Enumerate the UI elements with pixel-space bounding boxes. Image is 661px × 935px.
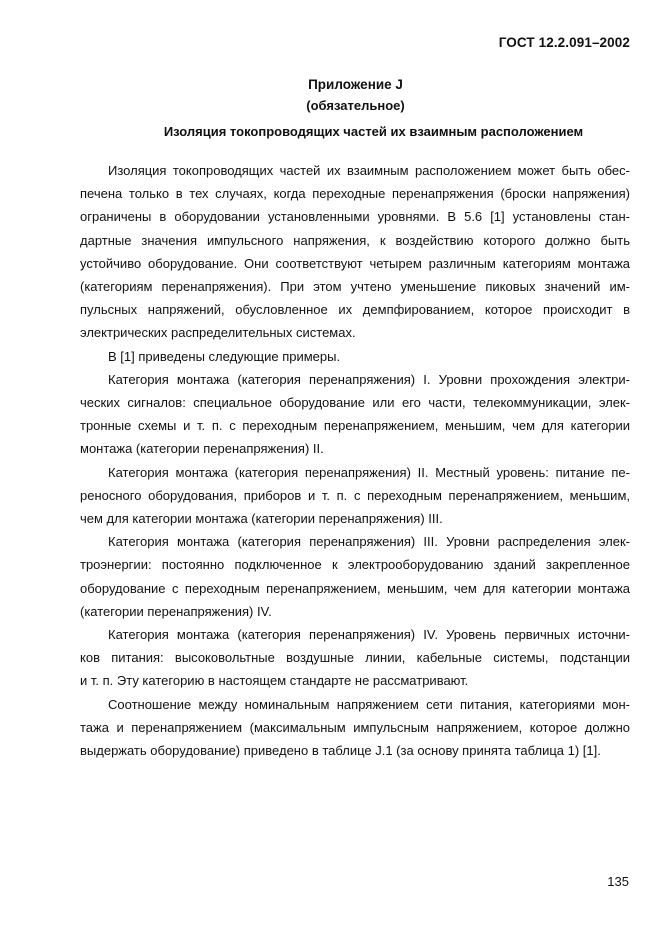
text-line: чем для категории монтажа (категории перенапряжения) III. <box>80 511 443 527</box>
text-line: тронные схемы и т. п. с переходным перенапряжением, меньшим, чем для категории <box>80 418 630 434</box>
text-line: (категориям перенапряжения). При этом учтено уменьшение пиковых значений им- <box>80 279 630 295</box>
text-line: Категория монтажа (категория перенапряжения) I. Уровни прохождения электри- <box>108 371 630 387</box>
text-line: (категории перенапряжения) IV. <box>80 603 272 619</box>
paragraph-examples-intro <box>80 345 630 368</box>
text-line: оборудование с переходным перенапряжением, меньшим, чем для категории монтажа <box>80 580 630 596</box>
appendix-title: Приложение J <box>308 77 403 92</box>
text-line: и т. п. Эту категорию в настоящем стандарте не рассматривают. <box>80 673 469 689</box>
paragraph-category-4 <box>80 623 630 693</box>
text-line: Категория монтажа (категория перенапряжения) III. Уровни распределения элек- <box>108 534 630 550</box>
text-line: реносного оборудования, приборов и т. п. с переходным перенапряжением, меньшим, <box>80 487 630 503</box>
text-line: электрических распределительных системах. <box>80 325 356 341</box>
text-line: тажа и перенапряжением (максимальным импульсным напряжением, которое должно <box>80 719 630 735</box>
paragraph-intro <box>80 159 630 345</box>
text-line: дартные значения импульсного напряжения, к воздействию которого должно быть <box>80 232 630 248</box>
text-line: ческих сигналов: специальное оборудование или его части, телекоммуникации, элек- <box>80 395 630 411</box>
text-line: Категория монтажа (категория перенапряжения) IV. Уровень первичных источни- <box>108 627 630 643</box>
text-line: Изоляция токопроводящих частей их взаимным расположением может быть обес- <box>108 163 630 178</box>
section-title: Изоляция токопроводящих частей их взаимным расположением <box>163 124 584 139</box>
text-line: выдержать оборудование) приведено в таблице J.1 (за основу принята таблица 1) [1]. <box>80 743 601 759</box>
standard-designation: ГОСТ 12.2.091–2002 <box>498 35 630 50</box>
text-line: ограничены в оборудовании установленными уровнями. В 5.6 [1] установлены стан- <box>80 209 630 225</box>
text-line: троэнергии: постоянно подключенное к электрооборудованию зданий закрепленное <box>80 557 630 573</box>
body-text <box>80 159 630 762</box>
text-line: печена только в тех случаях, когда переходные перенапряжения (броски напряжения) <box>80 186 630 202</box>
appendix-status: (обязательное) <box>306 98 405 113</box>
paragraph-category-3 <box>80 530 630 623</box>
page-number: 135 <box>607 874 629 889</box>
paragraph-category-1 <box>80 368 630 461</box>
paragraph-category-2 <box>80 461 630 531</box>
paragraph-table-reference <box>80 693 630 763</box>
text-line: В [1] приведены следующие примеры. <box>108 348 341 364</box>
text-line: монтажа (категории перенапряжения) II. <box>80 441 324 457</box>
text-line: ков питания: высоковольтные воздушные линии, кабельные системы, подстанции <box>80 650 630 666</box>
text-line: пульсных напряжений, обусловленное их демпфированием, которое происходит в <box>80 302 630 318</box>
text-line: устойчиво оборудование. Они соответствуют четырем различным категориям монтажа <box>80 255 630 271</box>
text-line: Категория монтажа (категория перенапряжения) II. Местный уровень: питание пе- <box>108 464 630 480</box>
text-line: Соотношение между номинальным напряжением сети питания, категориями мон- <box>108 696 630 712</box>
